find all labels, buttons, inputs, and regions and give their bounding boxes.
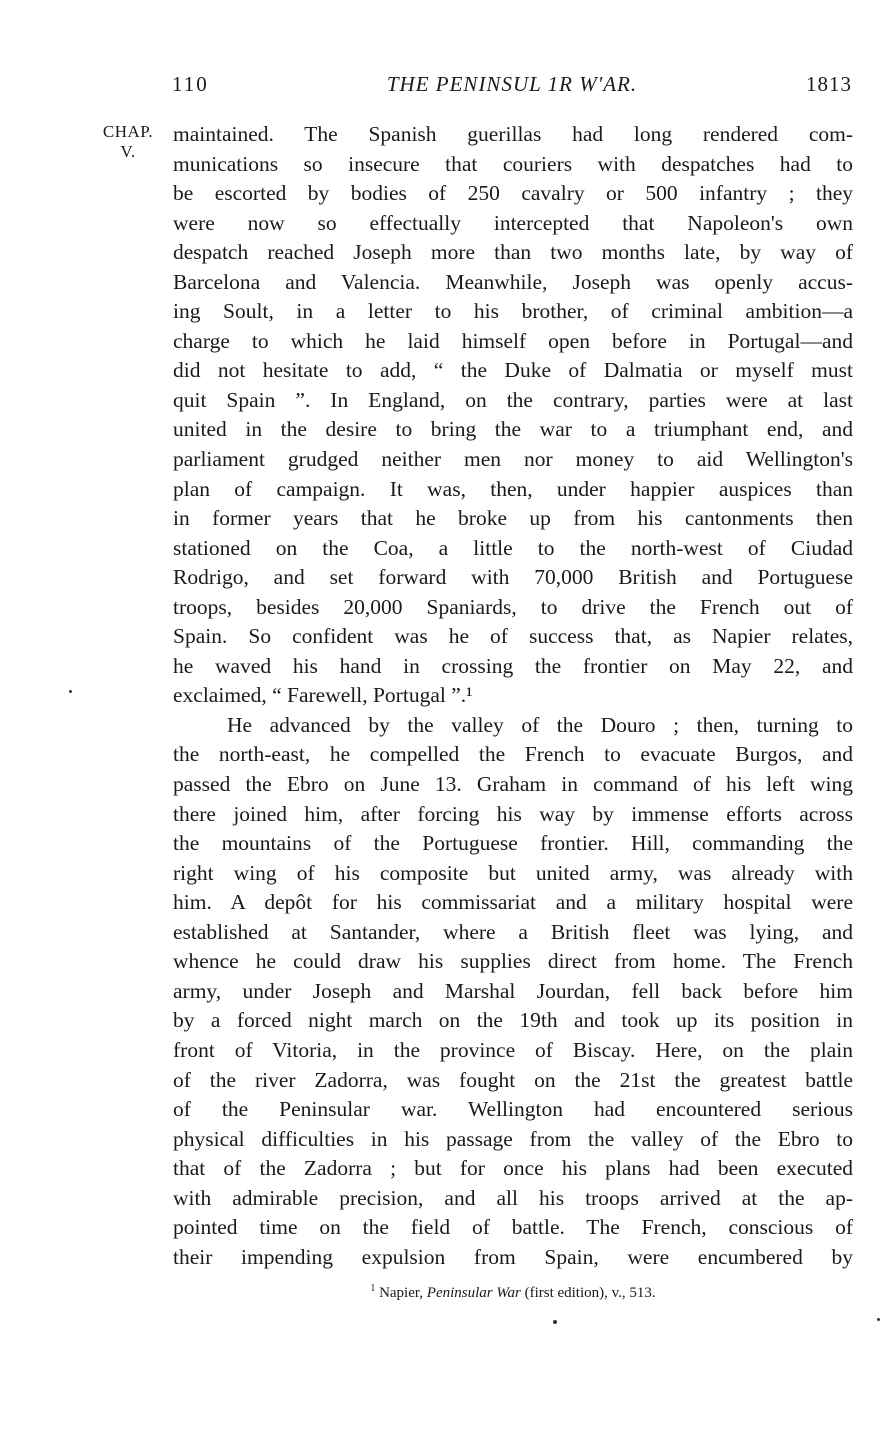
text-line: united in the desire to bring the war to a triumphant end, and <box>173 417 853 442</box>
text-line: pointed time on the field of battle. The French, conscious of <box>173 1215 853 1240</box>
text-line: did not hesitate to add, “ the Duke of Dalmatia or myself must <box>173 358 853 383</box>
text-line: charge to which he laid himself open before in Portugal—and <box>173 328 853 353</box>
text-line: there joined him, after forcing his way by immense efforts across <box>173 801 853 826</box>
text-line: were now so effectually intercepted that Napoleon's own <box>173 210 853 235</box>
footnote-mark: 1 <box>370 1283 376 1294</box>
footnote-title: Peninsular War <box>426 1285 521 1301</box>
print-speck <box>553 1320 557 1324</box>
text-line: established at Santander, where a British fleet was lying, and <box>173 919 853 944</box>
text-line: passed the Ebro on June 13. Graham in command of his left wing <box>173 772 853 797</box>
text-line: exclaimed, “ Farewell, Portugal ”.¹ <box>173 683 473 708</box>
text-line: in former years that he broke up from his cantonments then <box>173 506 853 531</box>
footnote-author: Napier, <box>379 1285 424 1301</box>
text-line: stationed on the Coa, a little to the north-west of Ciudad <box>173 535 853 560</box>
text-line: their impending expulsion from Spain, were encumbered by <box>173 1244 853 1269</box>
text-line: he waved his hand in crossing the frontier on May 22, and <box>173 653 853 678</box>
chapter-label: CHAP. <box>102 122 154 141</box>
text-line: whence he could draw his supplies direct from home. The French <box>173 949 853 974</box>
footnote <box>173 1283 853 1302</box>
text-line: troops, besides 20,000 Spaniards, to drive the French out of <box>173 594 853 619</box>
chapter-number: V. <box>120 142 136 161</box>
text-line: of the Peninsular war. Wellington had encountered serious <box>173 1097 853 1122</box>
running-title: THE PENINSUL 1R W'AR. <box>386 72 638 96</box>
chapter-margin-note <box>93 122 163 162</box>
text-line: munications so insecure that couriers with despatches had to <box>173 151 853 176</box>
text-line: army, under Joseph and Marshal Jourdan, fell back before him <box>173 978 853 1003</box>
text-line: plan of campaign. It was, then, under happier auspices than <box>173 476 853 501</box>
text-line: He advanced by the valley of the Douro ; then, turning to <box>227 712 853 737</box>
text-line: the mountains of the Portuguese frontier. Hill, commanding the <box>173 831 853 856</box>
text-line: despatch reached Joseph more than two months late, by way of <box>173 240 853 265</box>
running-header <box>172 72 852 106</box>
text-line: right wing of his composite but united army, was already with <box>173 860 853 885</box>
text-line: ing Soult, in a letter to his brother, of criminal ambition—a <box>173 299 853 324</box>
text-line: maintained. The Spanish guerillas had long rendered com- <box>173 122 853 146</box>
text-line: physical difficulties in his passage from the valley of the Ebro to <box>173 1126 853 1151</box>
text-line: Rodrigo, and set forward with 70,000 British and Portuguese <box>173 565 853 590</box>
text-line: parliament grudged neither men nor money to aid Wellington's <box>173 447 853 472</box>
body-text <box>173 120 853 1272</box>
header-year: 1813 <box>806 72 852 96</box>
text-line: that of the Zadorra ; but for once his plans had been executed <box>173 1156 853 1181</box>
text-line: quit Spain ”. In England, on the contrary, parties were at last <box>173 387 853 412</box>
text-line: Spain. So confident was he of success that, as Napier relates, <box>173 624 853 649</box>
text-line: front of Vitoria, in the province of Biscay. Here, on the plain <box>173 1037 853 1062</box>
text-line: him. A depôt for his commissariat and a military hospital were <box>173 890 853 915</box>
text-line: by a forced night march on the 19th and took up its position in <box>173 1008 853 1033</box>
text-line: of the river Zadorra, was fought on the 21st the greatest battle <box>173 1067 853 1092</box>
text-line: be escorted by bodies of 250 cavalry or 500 infantry ; they <box>173 181 853 206</box>
print-speck <box>877 1318 880 1321</box>
page-number: 110 <box>172 72 209 96</box>
text-line: the north-east, he compelled the French to evacuate Burgos, and <box>173 742 853 767</box>
footnote-rest: (first edition), v., 513. <box>524 1285 656 1301</box>
text-line: with admirable precision, and all his troops arrived at the ap- <box>173 1185 853 1210</box>
text-line: Barcelona and Valencia. Meanwhile, Joseph was openly accus- <box>173 269 853 294</box>
print-speck <box>69 690 72 693</box>
